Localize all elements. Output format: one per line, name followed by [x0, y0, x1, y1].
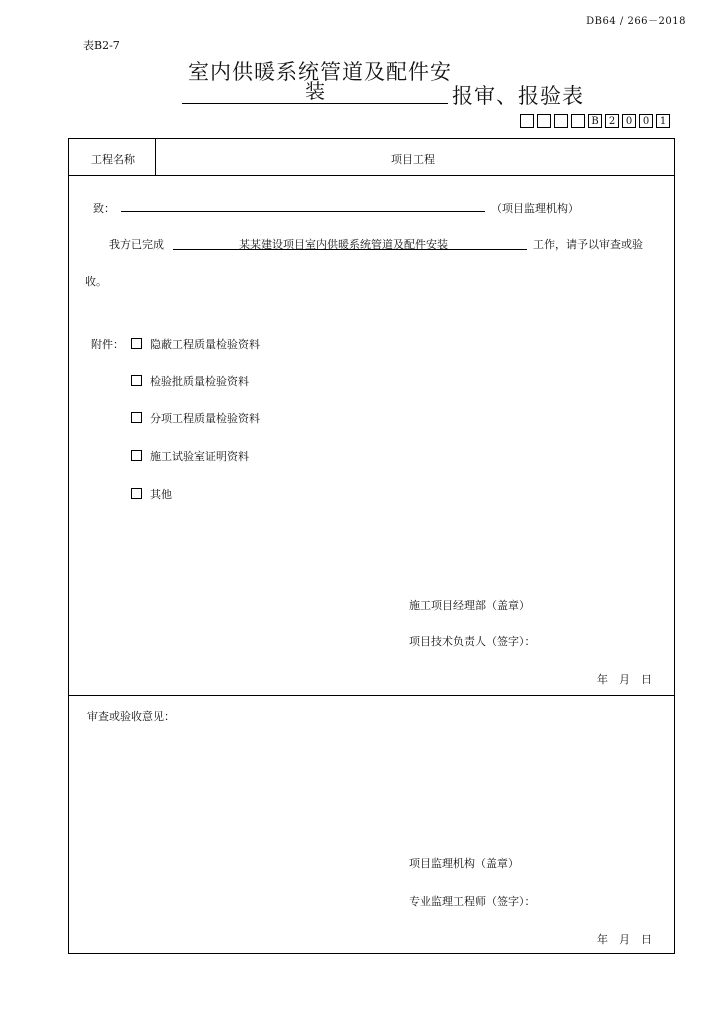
completed-work: 某某建设项目室内供暖系统管道及配件安装: [239, 238, 448, 251]
title-fill-text: 装: [305, 79, 325, 103]
code-box: 2: [605, 114, 619, 128]
code-box: 0: [622, 114, 636, 128]
to-label: 致：: [93, 202, 115, 215]
completed-wrap: 收。: [85, 275, 107, 288]
attachments-label: 附件：: [91, 338, 124, 351]
date-1: 年 月 日: [597, 673, 652, 686]
code-box: [554, 114, 568, 128]
attachment-item[interactable]: [131, 373, 249, 389]
date-2: 年 月 日: [597, 933, 652, 946]
attachment-label: 其他: [150, 488, 172, 501]
code-box: B: [588, 114, 602, 128]
form-code-boxes: [520, 114, 670, 128]
attachment-label: 隐蔽工程质量检验资料: [150, 338, 260, 351]
supervisor-engineer: 专业监理工程师（签字）：: [409, 895, 536, 908]
column-divider: [155, 139, 156, 175]
attachment-item[interactable]: [131, 410, 260, 426]
title-line-2: 报审、报验表: [452, 84, 584, 108]
attachment-label: 分项工程质量检验资料: [150, 412, 260, 425]
form-table: [68, 138, 675, 954]
row-divider: [69, 695, 674, 696]
checkbox[interactable]: [131, 375, 142, 386]
to-recipient-line: [121, 211, 485, 212]
project-name-label: 工程名称: [91, 153, 135, 166]
attachment-label: 施工试验室证明资料: [150, 450, 249, 463]
checkbox[interactable]: [131, 412, 142, 423]
contractor-dept: 施工项目经理部（盖章）: [409, 599, 530, 612]
attachment-item[interactable]: [131, 448, 249, 464]
supervisor-org: 项目监理机构（盖章）: [409, 857, 519, 870]
standard-number: DB64 / 266－2018: [586, 16, 686, 27]
code-box: [520, 114, 534, 128]
table-id: 表B2-7: [83, 39, 120, 52]
code-box: [537, 114, 551, 128]
code-box: 0: [639, 114, 653, 128]
review-label: 审查或验收意见：: [87, 710, 175, 723]
code-box: [571, 114, 585, 128]
completed-prefix: 我方已完成: [109, 238, 164, 251]
project-name-value: 项目工程: [391, 153, 435, 166]
checkbox[interactable]: [131, 450, 142, 461]
attachment-item[interactable]: [131, 336, 260, 352]
to-suffix: （项目监理机构）: [491, 202, 579, 215]
title-fill-underline: [182, 79, 448, 104]
title-line-1: 室内供暖系统管道及配件安: [188, 60, 452, 84]
code-box: 1: [656, 114, 670, 128]
contractor-tech-lead: 项目技术负责人（签字）：: [409, 635, 536, 648]
attachment-item[interactable]: [131, 486, 172, 502]
checkbox[interactable]: [131, 338, 142, 349]
attachment-label: 检验批质量检验资料: [150, 375, 249, 388]
row-divider: [69, 175, 674, 176]
checkbox[interactable]: [131, 488, 142, 499]
completed-suffix: 工作，请予以审查或验: [533, 238, 643, 251]
